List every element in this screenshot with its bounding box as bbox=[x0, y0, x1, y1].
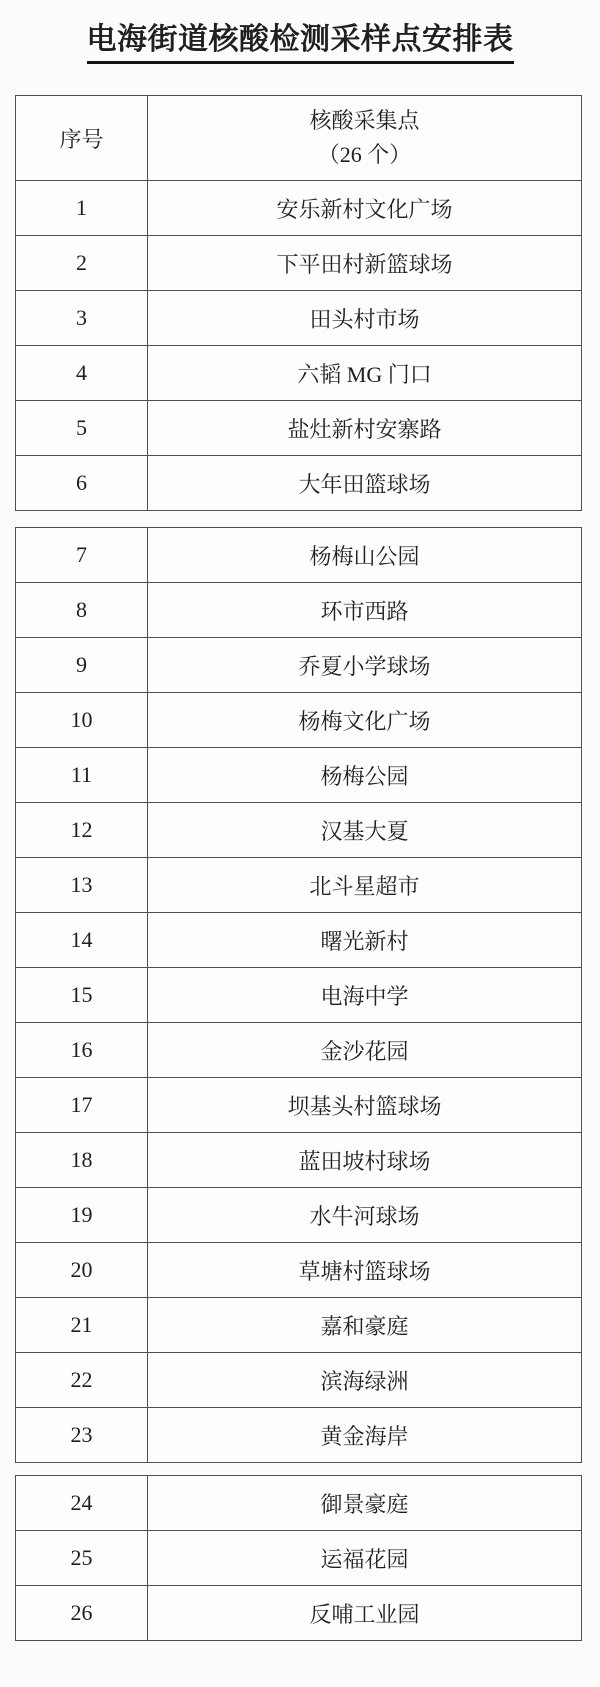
site-name-cell: 田头村市场 bbox=[148, 291, 582, 346]
row-number-cell: 25 bbox=[16, 1531, 148, 1586]
table-row bbox=[16, 968, 582, 1023]
table-row bbox=[16, 638, 582, 693]
page bbox=[0, 20, 600, 1641]
row-number-cell: 6 bbox=[16, 456, 148, 511]
row-number-cell: 4 bbox=[16, 346, 148, 401]
row-number-cell: 22 bbox=[16, 1353, 148, 1408]
page-title-text: 电海街道核酸检测采样点安排表 bbox=[87, 20, 514, 64]
table-section-1 bbox=[15, 95, 582, 511]
site-name-cell: 水牛河球场 bbox=[148, 1188, 582, 1243]
table-row bbox=[16, 456, 582, 511]
table-section-2 bbox=[15, 527, 582, 1463]
table-row bbox=[16, 236, 582, 291]
row-number-cell: 11 bbox=[16, 748, 148, 803]
row-number-cell: 14 bbox=[16, 913, 148, 968]
table-row bbox=[16, 858, 582, 913]
row-number-cell: 12 bbox=[16, 803, 148, 858]
site-name-cell: 盐灶新村安寨路 bbox=[148, 401, 582, 456]
table-row bbox=[16, 1023, 582, 1078]
table-row bbox=[16, 1353, 582, 1408]
site-name-cell: 下平田村新篮球场 bbox=[148, 236, 582, 291]
collection-point-header-line1: 核酸采集点 bbox=[309, 107, 420, 133]
row-number-cell: 9 bbox=[16, 638, 148, 693]
table-row bbox=[16, 1133, 582, 1188]
collection-point-header-cell bbox=[148, 96, 582, 181]
site-name-cell: 黄金海岸 bbox=[148, 1408, 582, 1463]
row-number-cell: 1 bbox=[16, 181, 148, 236]
site-name-cell: 蓝田坡村球场 bbox=[148, 1133, 582, 1188]
table-row bbox=[16, 401, 582, 456]
row-number-cell: 26 bbox=[16, 1586, 148, 1641]
row-number-cell: 21 bbox=[16, 1298, 148, 1353]
table-row bbox=[16, 1078, 582, 1133]
page-title bbox=[0, 20, 600, 64]
table-row bbox=[16, 528, 582, 583]
site-name-cell: 曙光新村 bbox=[148, 913, 582, 968]
table-row bbox=[16, 803, 582, 858]
row-number-cell: 13 bbox=[16, 858, 148, 913]
site-name-cell: 运福花园 bbox=[148, 1531, 582, 1586]
row-number-cell: 24 bbox=[16, 1476, 148, 1531]
row-number-cell: 18 bbox=[16, 1133, 148, 1188]
site-name-cell: 六韬 MG 门口 bbox=[148, 346, 582, 401]
table-row bbox=[16, 181, 582, 236]
row-number-cell: 3 bbox=[16, 291, 148, 346]
table-section-3 bbox=[15, 1475, 582, 1641]
site-name-cell: 御景豪庭 bbox=[148, 1476, 582, 1531]
row-number-cell: 8 bbox=[16, 583, 148, 638]
table-row bbox=[16, 1298, 582, 1353]
site-name-cell: 杨梅山公园 bbox=[148, 528, 582, 583]
site-name-cell: 电海中学 bbox=[148, 968, 582, 1023]
header-row bbox=[16, 96, 582, 181]
table-row bbox=[16, 1408, 582, 1463]
table-row bbox=[16, 1476, 582, 1531]
table-row bbox=[16, 1243, 582, 1298]
collection-point-count: （26 个） bbox=[317, 142, 412, 167]
site-name-cell: 杨梅文化广场 bbox=[148, 693, 582, 748]
site-name-cell: 杨梅公园 bbox=[148, 748, 582, 803]
row-number-cell: 16 bbox=[16, 1023, 148, 1078]
sampling-point-table bbox=[15, 95, 582, 1641]
table-row bbox=[16, 913, 582, 968]
site-name-cell: 安乐新村文化广场 bbox=[148, 181, 582, 236]
row-number-cell: 5 bbox=[16, 401, 148, 456]
row-number-cell: 17 bbox=[16, 1078, 148, 1133]
row-number-cell: 2 bbox=[16, 236, 148, 291]
row-number-cell: 7 bbox=[16, 528, 148, 583]
table-row bbox=[16, 1188, 582, 1243]
table-row bbox=[16, 291, 582, 346]
site-name-cell: 草塘村篮球场 bbox=[148, 1243, 582, 1298]
site-name-cell: 金沙花园 bbox=[148, 1023, 582, 1078]
site-name-cell: 滨海绿洲 bbox=[148, 1353, 582, 1408]
row-number-cell: 23 bbox=[16, 1408, 148, 1463]
row-number-cell: 15 bbox=[16, 968, 148, 1023]
site-name-cell: 乔夏小学球场 bbox=[148, 638, 582, 693]
site-name-cell: 汉基大夏 bbox=[148, 803, 582, 858]
table-row bbox=[16, 1531, 582, 1586]
site-name-cell: 嘉和豪庭 bbox=[148, 1298, 582, 1353]
site-name-cell: 大年田篮球场 bbox=[148, 456, 582, 511]
row-number-cell: 20 bbox=[16, 1243, 148, 1298]
site-name-cell: 反哺工业园 bbox=[148, 1586, 582, 1641]
table-row bbox=[16, 748, 582, 803]
site-name-cell: 坝基头村篮球场 bbox=[148, 1078, 582, 1133]
table-row bbox=[16, 693, 582, 748]
table-row bbox=[16, 583, 582, 638]
table-row bbox=[16, 1586, 582, 1641]
table-row bbox=[16, 346, 582, 401]
site-name-cell: 北斗星超市 bbox=[148, 858, 582, 913]
site-name-cell: 环市西路 bbox=[148, 583, 582, 638]
row-number-cell: 19 bbox=[16, 1188, 148, 1243]
serial-number-header-cell: 序号 bbox=[16, 96, 148, 181]
row-number-cell: 10 bbox=[16, 693, 148, 748]
